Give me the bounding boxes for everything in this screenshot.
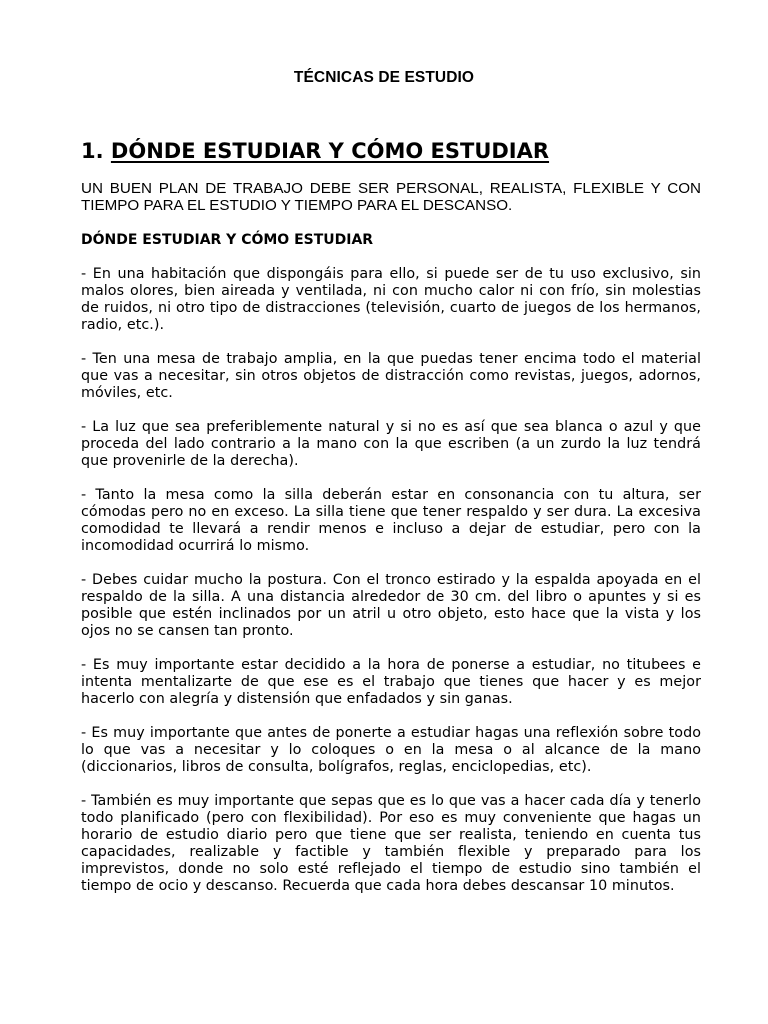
section-heading [81,139,549,163]
intro-paragraph: UN BUEN PLAN DE TRABAJO DEBE SER PERSONAL, REALISTA, FLEXIBLE Y CON TIEMPO PARA EL ESTUDIO Y TIEMPO PARA EL DESCANSO. [81,180,701,214]
paragraph: - Debes cuidar mucho la postura. Con el tronco estirado y la espalda apoyada en el respaldo de la silla. A una distancia alrededor de 30 cm. del libro o apuntes y si es posible que estén inclinados por un atril u otro objeto, esto hace que la vista y los ojos no se cansen tan pronto. [81,572,701,639]
section-number: 1. [81,139,104,163]
paragraph: - También es muy importante que sepas que es lo que vas a hacer cada día y tenerlo todo planificado (pero con flexibilidad). Por eso es muy conveniente que hagas un horario de estudio diario pero que tiene que ser realista, teniendo en cuenta tus capacidades, realizable y factible y también flexible y preparado para los imprevistos, donde no solo esté reflejado el tiempo de estudio sino también el tiempo de ocio y descanso. Recuerda que cada hora debes descansar 10 minutos. [81,793,701,894]
paragraph: - Tanto la mesa como la silla deberán estar en consonancia con tu altura, ser cómodas pero no en exceso. La silla tiene que tener respaldo y ser dura. La excesiva comodidad te llevará a rendir menos e incluso a dejar de estudiar, pero con la incomodidad ocurrirá lo mismo. [81,487,701,554]
paragraph: - La luz que sea preferiblemente natural y si no es así que sea blanca o azul y que proceda del lado contrario a la mano con la que escriben (a un zurdo la luz tendrá que provenirle de la derecha). [81,419,701,469]
paragraph: - En una habitación que dispongáis para ello, si puede ser de tu uso exclusivo, sin malos olores, bien aireada y ventilada, ni con mucho calor ni con frío, sin molestias de ruidos, ni otro tipo de distracciones (televisión, cuarto de juegos de los hermanos, radio, etc.). [81,266,701,333]
section-heading-text: DÓNDE ESTUDIAR Y CÓMO ESTUDIAR [110,139,550,163]
body-text [81,266,701,912]
paragraph: - Es muy importante que antes de ponerte a estudiar hagas una reflexión sobre todo lo que vas a necesitar y lo coloques o en la mesa o al alcance de la mano (diccionarios, libros de consulta, bolígrafos, reglas, enciclopedias, etc). [81,725,701,775]
paragraph: - Es muy importante estar decidido a la hora de ponerse a estudiar, no titubees e intenta mentalizarte de que ese es el trabajo que tienes que hacer y es mejor hacerlo con alegría y distensión que enfadados y sin ganas. [81,657,701,707]
paragraph: - Ten una mesa de trabajo amplia, en la que puedas tener encima todo el material que vas a necesitar, sin otros objetos de distracción como revistas, juegos, adornos, móviles, etc. [81,351,701,401]
subheading: DÓNDE ESTUDIAR Y CÓMO ESTUDIAR [81,232,374,248]
document-title: TÉCNICAS DE ESTUDIO [293,69,475,86]
